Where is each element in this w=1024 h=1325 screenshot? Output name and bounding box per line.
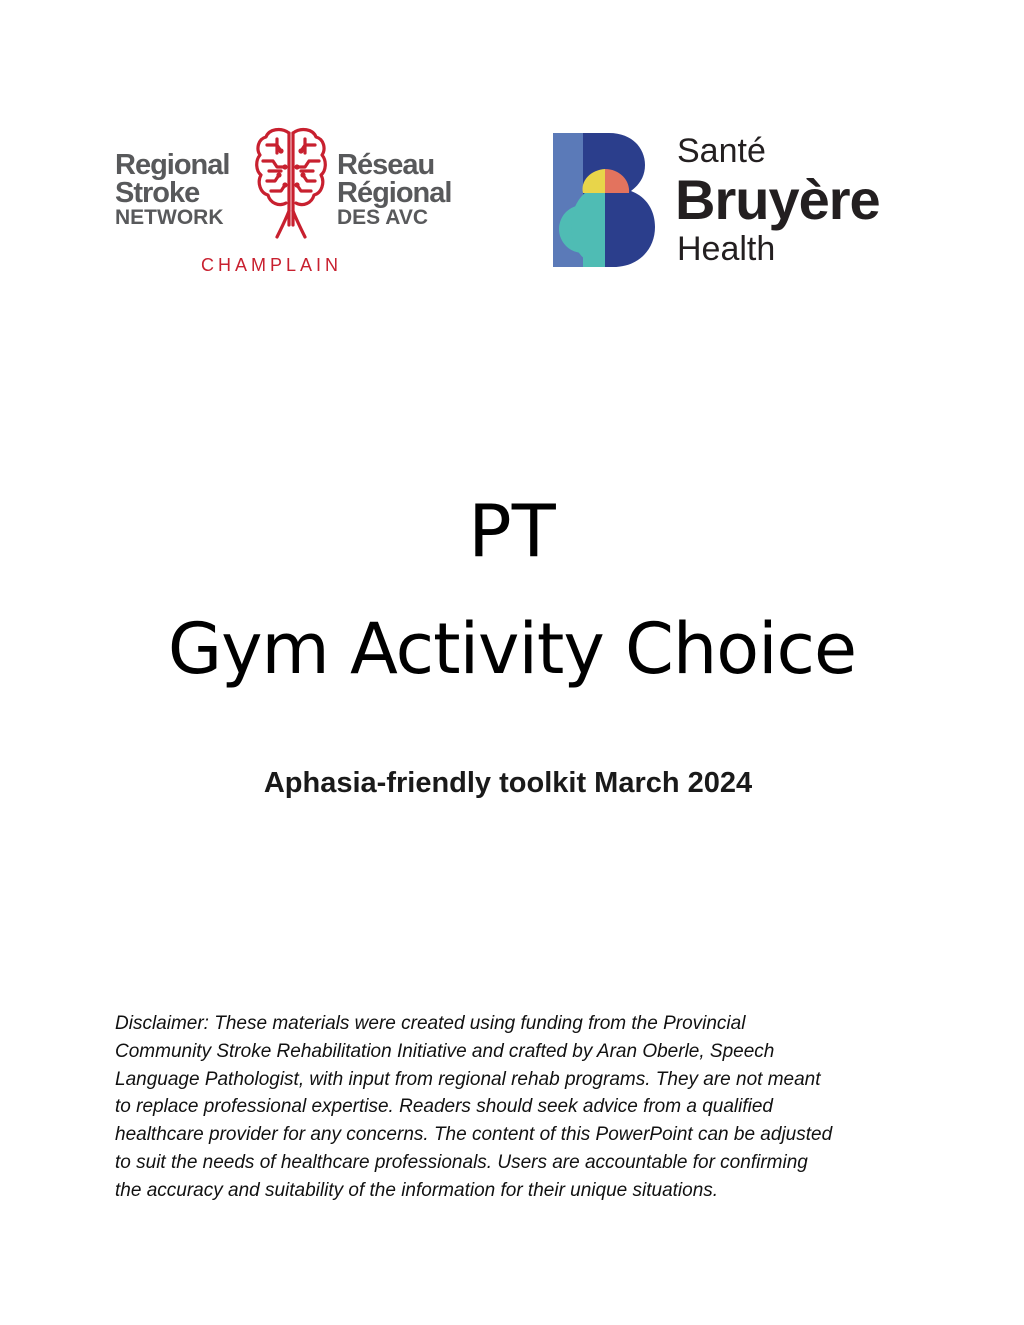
- logo-text-bruyere: Bruyère: [675, 168, 880, 231]
- disclaimer-line: healthcare provider for any concerns. The content of this PowerPoint can be adjusted: [115, 1124, 833, 1146]
- logo-text-champlain: CHAMPLAIN: [201, 255, 343, 275]
- regional-stroke-network-logo: [115, 125, 465, 275]
- logo-text-regional-fr: Régional: [337, 177, 452, 209]
- logo-text-reseau: Réseau: [337, 149, 435, 181]
- disclaimer-line: the accuracy and suitability of the information for their unique situations.: [115, 1179, 719, 1201]
- disclaimer: [115, 1010, 915, 1205]
- disclaimer-line: to replace professional expertise. Readers should seek advice from a qualified: [115, 1096, 773, 1118]
- logo-text-health: Health: [677, 230, 776, 268]
- disclaimer-line: Community Stroke Rehabilitation Initiative and crafted by Aran Oberle, Speech: [115, 1040, 775, 1062]
- page-subtitle: Aphasia-friendly toolkit March 2024: [263, 767, 753, 799]
- logo-text-sante: Santé: [677, 132, 766, 170]
- logo-text-stroke: Stroke: [115, 177, 200, 209]
- logo-text-network: NETWORK: [115, 206, 224, 229]
- disclaimer-line: to suit the needs of healthcare professionals. Users are accountable for confirming: [115, 1151, 808, 1173]
- logo-text-regional: Regional: [115, 149, 230, 181]
- sante-bruyere-health-logo: [553, 130, 933, 270]
- disclaimer-line: Language Pathologist, with input from regional rehab programs. They are not meant: [115, 1068, 821, 1090]
- brain-icon: [255, 125, 327, 245]
- page-title: Gym Activity Choice: [167, 608, 857, 690]
- bruyere-b-mark-icon: [553, 133, 655, 267]
- logo-text-des-avc: DES AVC: [337, 206, 429, 229]
- page-title-pt: PT: [468, 489, 556, 573]
- disclaimer-line: Disclaimer: These materials were created using funding from the Provincial: [115, 1013, 746, 1034]
